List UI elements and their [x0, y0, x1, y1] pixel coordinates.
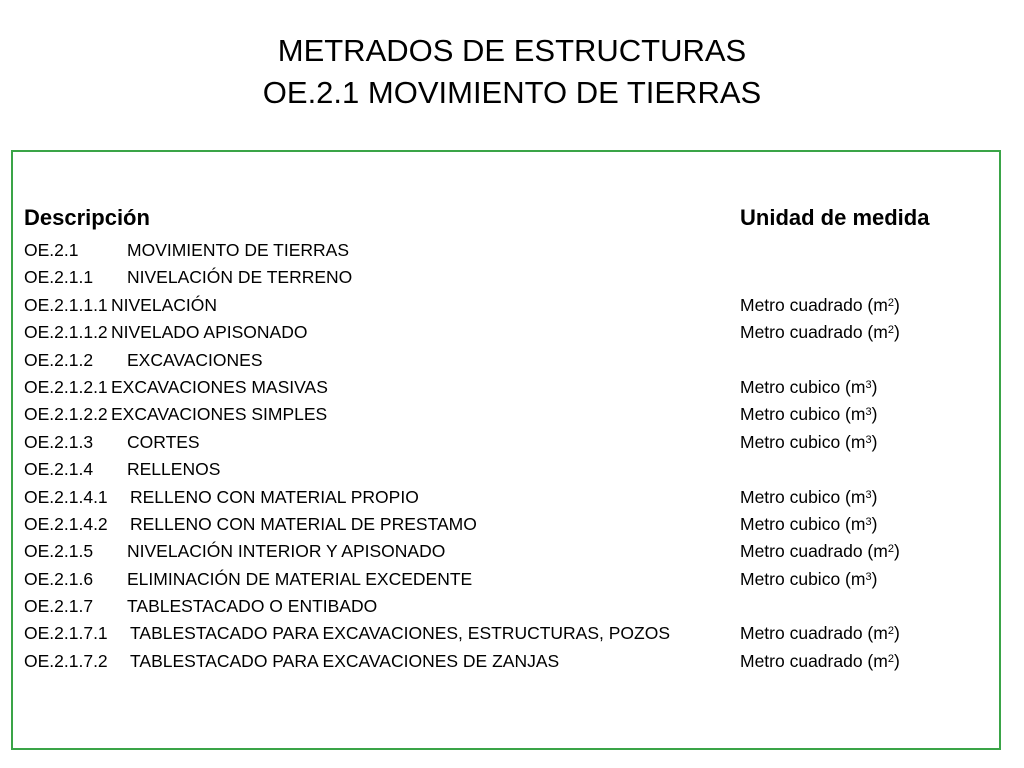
- row-unit: [740, 620, 900, 647]
- table-row: [24, 374, 994, 401]
- table-row: [24, 648, 994, 675]
- row-code: OE.2.1.1: [24, 267, 94, 288]
- row-description: NIVELACIÓN: [111, 294, 217, 315]
- title-line-1: METRADOS DE ESTRUCTURAS: [277, 33, 747, 68]
- unit-exponent: 3: [865, 406, 872, 419]
- table-row: [24, 292, 994, 319]
- table-header: [24, 205, 994, 237]
- row-code: OE.2.1.2: [24, 349, 94, 370]
- row-description: TABLESTACADO PARA EXCAVACIONES, ESTRUCTURAS, POZOS: [130, 623, 671, 644]
- table-row: [24, 264, 994, 291]
- unit-close-paren: ): [871, 486, 878, 507]
- row-unit: [740, 401, 877, 428]
- row-code: OE.2.1.1.1: [24, 294, 108, 315]
- row-description: RELLENOS: [127, 459, 221, 480]
- row-description: EXCAVACIONES: [127, 349, 263, 370]
- unit-text: Metro cubico (m: [740, 376, 866, 397]
- row-code: OE.2.1.7: [24, 596, 94, 617]
- row-unit: [740, 538, 900, 565]
- unit-close-paren: ): [893, 623, 900, 644]
- unit-text: Metro cubico (m: [740, 431, 866, 452]
- unit-close-paren: ): [893, 541, 900, 562]
- row-description: NIVELACIÓN DE TERRENO: [127, 267, 353, 288]
- row-code: OE.2.1.4.2: [24, 513, 108, 534]
- row-code: OE.2.1.1.2: [24, 322, 108, 343]
- row-unit: [740, 484, 877, 511]
- title-line-2: OE.2.1 MOVIMIENTO DE TIERRAS: [262, 75, 762, 110]
- row-unit: [740, 429, 877, 456]
- unit-text: Metro cubico (m: [740, 568, 866, 589]
- row-code: OE.2.1.2.1: [24, 376, 108, 397]
- unit-close-paren: ): [871, 513, 878, 534]
- unit-exponent: 3: [865, 378, 872, 391]
- table-row: [24, 319, 994, 346]
- unit-exponent: 2: [887, 296, 894, 309]
- row-description: RELLENO CON MATERIAL DE PRESTAMO: [130, 513, 477, 534]
- row-description: TABLESTACADO PARA EXCAVACIONES DE ZANJAS: [130, 650, 560, 671]
- row-unit: [740, 374, 877, 401]
- row-code: OE.2.1.4: [24, 459, 94, 480]
- row-description: ELIMINACIÓN DE MATERIAL EXCEDENTE: [127, 568, 473, 589]
- unit-exponent: 2: [887, 625, 894, 638]
- row-unit: [740, 566, 877, 593]
- unit-text: Metro cuadrado (m: [740, 322, 888, 343]
- metrados-table: [24, 205, 994, 675]
- description-header: Descripción: [24, 205, 150, 230]
- unit-close-paren: ): [893, 294, 900, 315]
- row-description: RELLENO CON MATERIAL PROPIO: [130, 486, 419, 507]
- unit-close-paren: ): [893, 322, 900, 343]
- unit-header: Unidad de medida: [740, 205, 930, 230]
- row-unit: [740, 648, 900, 675]
- unit-exponent: 3: [865, 433, 872, 446]
- table-row: [24, 484, 994, 511]
- unit-exponent: 3: [865, 515, 872, 528]
- row-code: OE.2.1.3: [24, 431, 94, 452]
- unit-text: Metro cuadrado (m: [740, 650, 888, 671]
- row-unit: [740, 319, 900, 346]
- row-description: CORTES: [127, 431, 200, 452]
- row-description: EXCAVACIONES MASIVAS: [111, 376, 328, 397]
- unit-exponent: 3: [865, 570, 872, 583]
- row-unit: [740, 292, 900, 319]
- table-row: [24, 429, 994, 456]
- table-rows: [24, 237, 994, 675]
- unit-text: Metro cubico (m: [740, 486, 866, 507]
- row-code: OE.2.1.4.1: [24, 486, 108, 507]
- table-row: [24, 347, 994, 374]
- row-code: OE.2.1.7.2: [24, 650, 108, 671]
- table-row: [24, 593, 994, 620]
- unit-text: Metro cuadrado (m: [740, 294, 888, 315]
- row-code: OE.2.1.5: [24, 541, 94, 562]
- unit-close-paren: ): [893, 650, 900, 671]
- table-row: [24, 456, 994, 483]
- row-description: EXCAVACIONES SIMPLES: [111, 404, 328, 425]
- unit-text: Metro cubico (m: [740, 404, 866, 425]
- unit-exponent: 2: [887, 543, 894, 556]
- row-code: OE.2.1.6: [24, 568, 94, 589]
- row-unit: [740, 511, 877, 538]
- table-row: [24, 620, 994, 647]
- table-row: [24, 511, 994, 538]
- table-row: [24, 538, 994, 565]
- row-description: NIVELADO APISONADO: [111, 322, 308, 343]
- unit-text: Metro cuadrado (m: [740, 623, 888, 644]
- unit-exponent: 2: [887, 324, 894, 337]
- row-code: OE.2.1: [24, 240, 79, 260]
- slide-title: [0, 30, 1024, 114]
- unit-text: Metro cubico (m: [740, 513, 866, 534]
- table-row: [24, 237, 994, 264]
- unit-text: Metro cuadrado (m: [740, 541, 888, 562]
- row-description: NIVELACIÓN INTERIOR Y APISONADO: [127, 541, 446, 562]
- unit-close-paren: ): [871, 376, 878, 397]
- unit-close-paren: ): [871, 431, 878, 452]
- table-row: [24, 566, 994, 593]
- row-description: MOVIMIENTO DE TIERRAS: [127, 240, 350, 260]
- row-description: TABLESTACADO O ENTIBADO: [127, 596, 378, 617]
- row-code: OE.2.1.7.1: [24, 623, 108, 644]
- table-row: [24, 401, 994, 428]
- unit-exponent: 3: [865, 488, 872, 501]
- row-code: OE.2.1.2.2: [24, 404, 108, 425]
- unit-exponent: 2: [887, 652, 894, 665]
- unit-close-paren: ): [871, 404, 878, 425]
- unit-close-paren: ): [871, 568, 878, 589]
